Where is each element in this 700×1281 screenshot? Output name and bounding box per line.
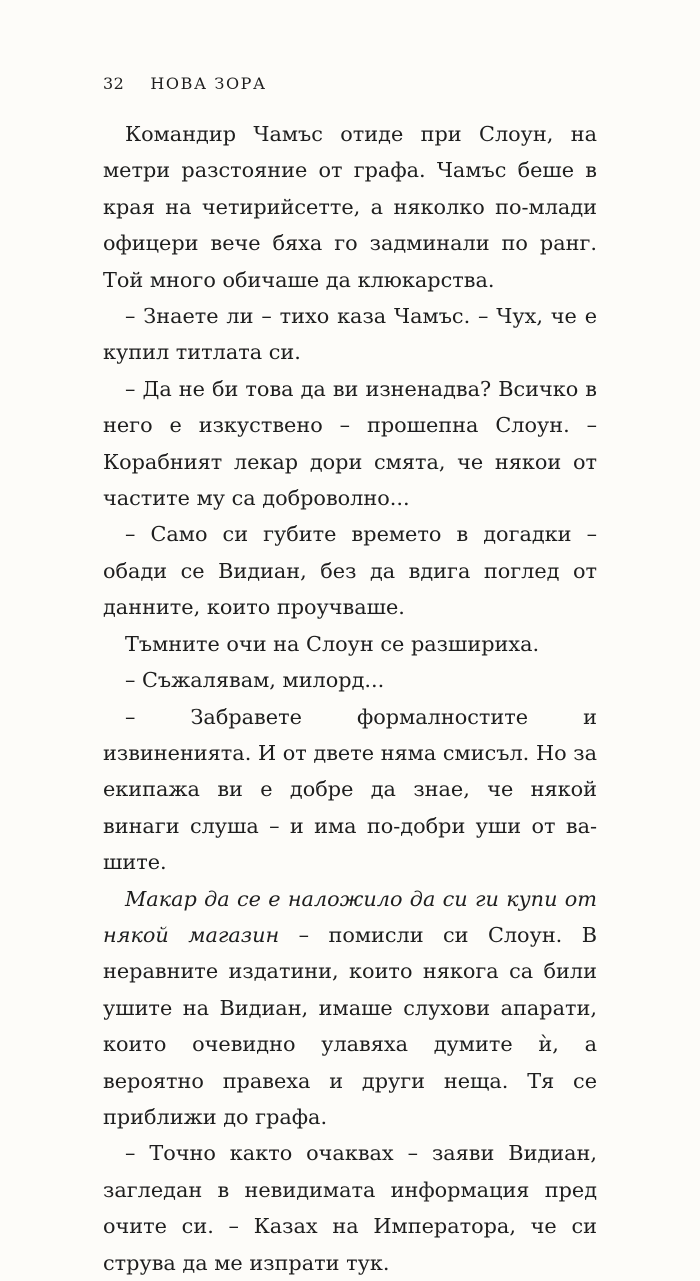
running-head (103, 74, 267, 93)
paragraph (103, 298, 597, 371)
paragraph-text: Командир Чамъс отиде при Слоун, на метри разстояние от графа. Чамъс беше в края на четирийсетте, а няколко по-млади офицери вече бяха го задминали по ранг. Той много обичаше да клюкарства. (103, 122, 597, 292)
paragraph (103, 1135, 597, 1281)
paragraph (103, 626, 597, 662)
italic-thought: Макар да се е наложило да си ги купи от някой магазин (103, 886, 597, 947)
paragraph-text: – Да не би това да ви изненадва? Всичко в него е изкуствено – прошепна Слоун. – Корабният лекар дори смята, че някои от частите му са доброволно... (103, 376, 597, 511)
paragraph-text: – Съжалявам, милорд... (125, 668, 385, 693)
paragraph-text: – Само си губите времето в догадки – обади се Видиан, без да вдига поглед от данните, които проучваше. (103, 522, 597, 620)
paragraph-text: – Знаете ли – тихо каза Чамъс. – Чух, че е купил титлата си. (103, 304, 597, 365)
paragraph-text: – Точно както очаквах – заяви Видиан, загледан в невидимата информация пред очите си. – Казах на Императора, че си струва да ме изпрати тук. (103, 1141, 597, 1275)
page-number: 32 (103, 74, 125, 93)
paragraph (103, 371, 597, 517)
paragraph (103, 699, 597, 881)
paragraph (103, 881, 597, 1136)
body-text (103, 116, 597, 1281)
paragraph (103, 516, 597, 625)
book-title: НОВА ЗОРА (150, 74, 267, 93)
paragraph-text: – помисли си Слоун. В неравните издатини, които някога са били ушите на Видиан, имаше слухови апарати, които очевидно улавяха думите ѝ, а вероятно правеха и други неща. Тя се приближи до графа. (103, 922, 597, 1129)
paragraph-text: Тъмните очи на Слоун се разшириха. (125, 631, 540, 656)
paragraph (103, 662, 597, 698)
paragraph (103, 116, 597, 298)
paragraph-text: – Забравете формалностите и извиненията. И от двете няма смисъл. Но за екипажа ви е добре да знае, че някой винаги слуша – и има по-добри уши от вашите. (103, 704, 597, 875)
